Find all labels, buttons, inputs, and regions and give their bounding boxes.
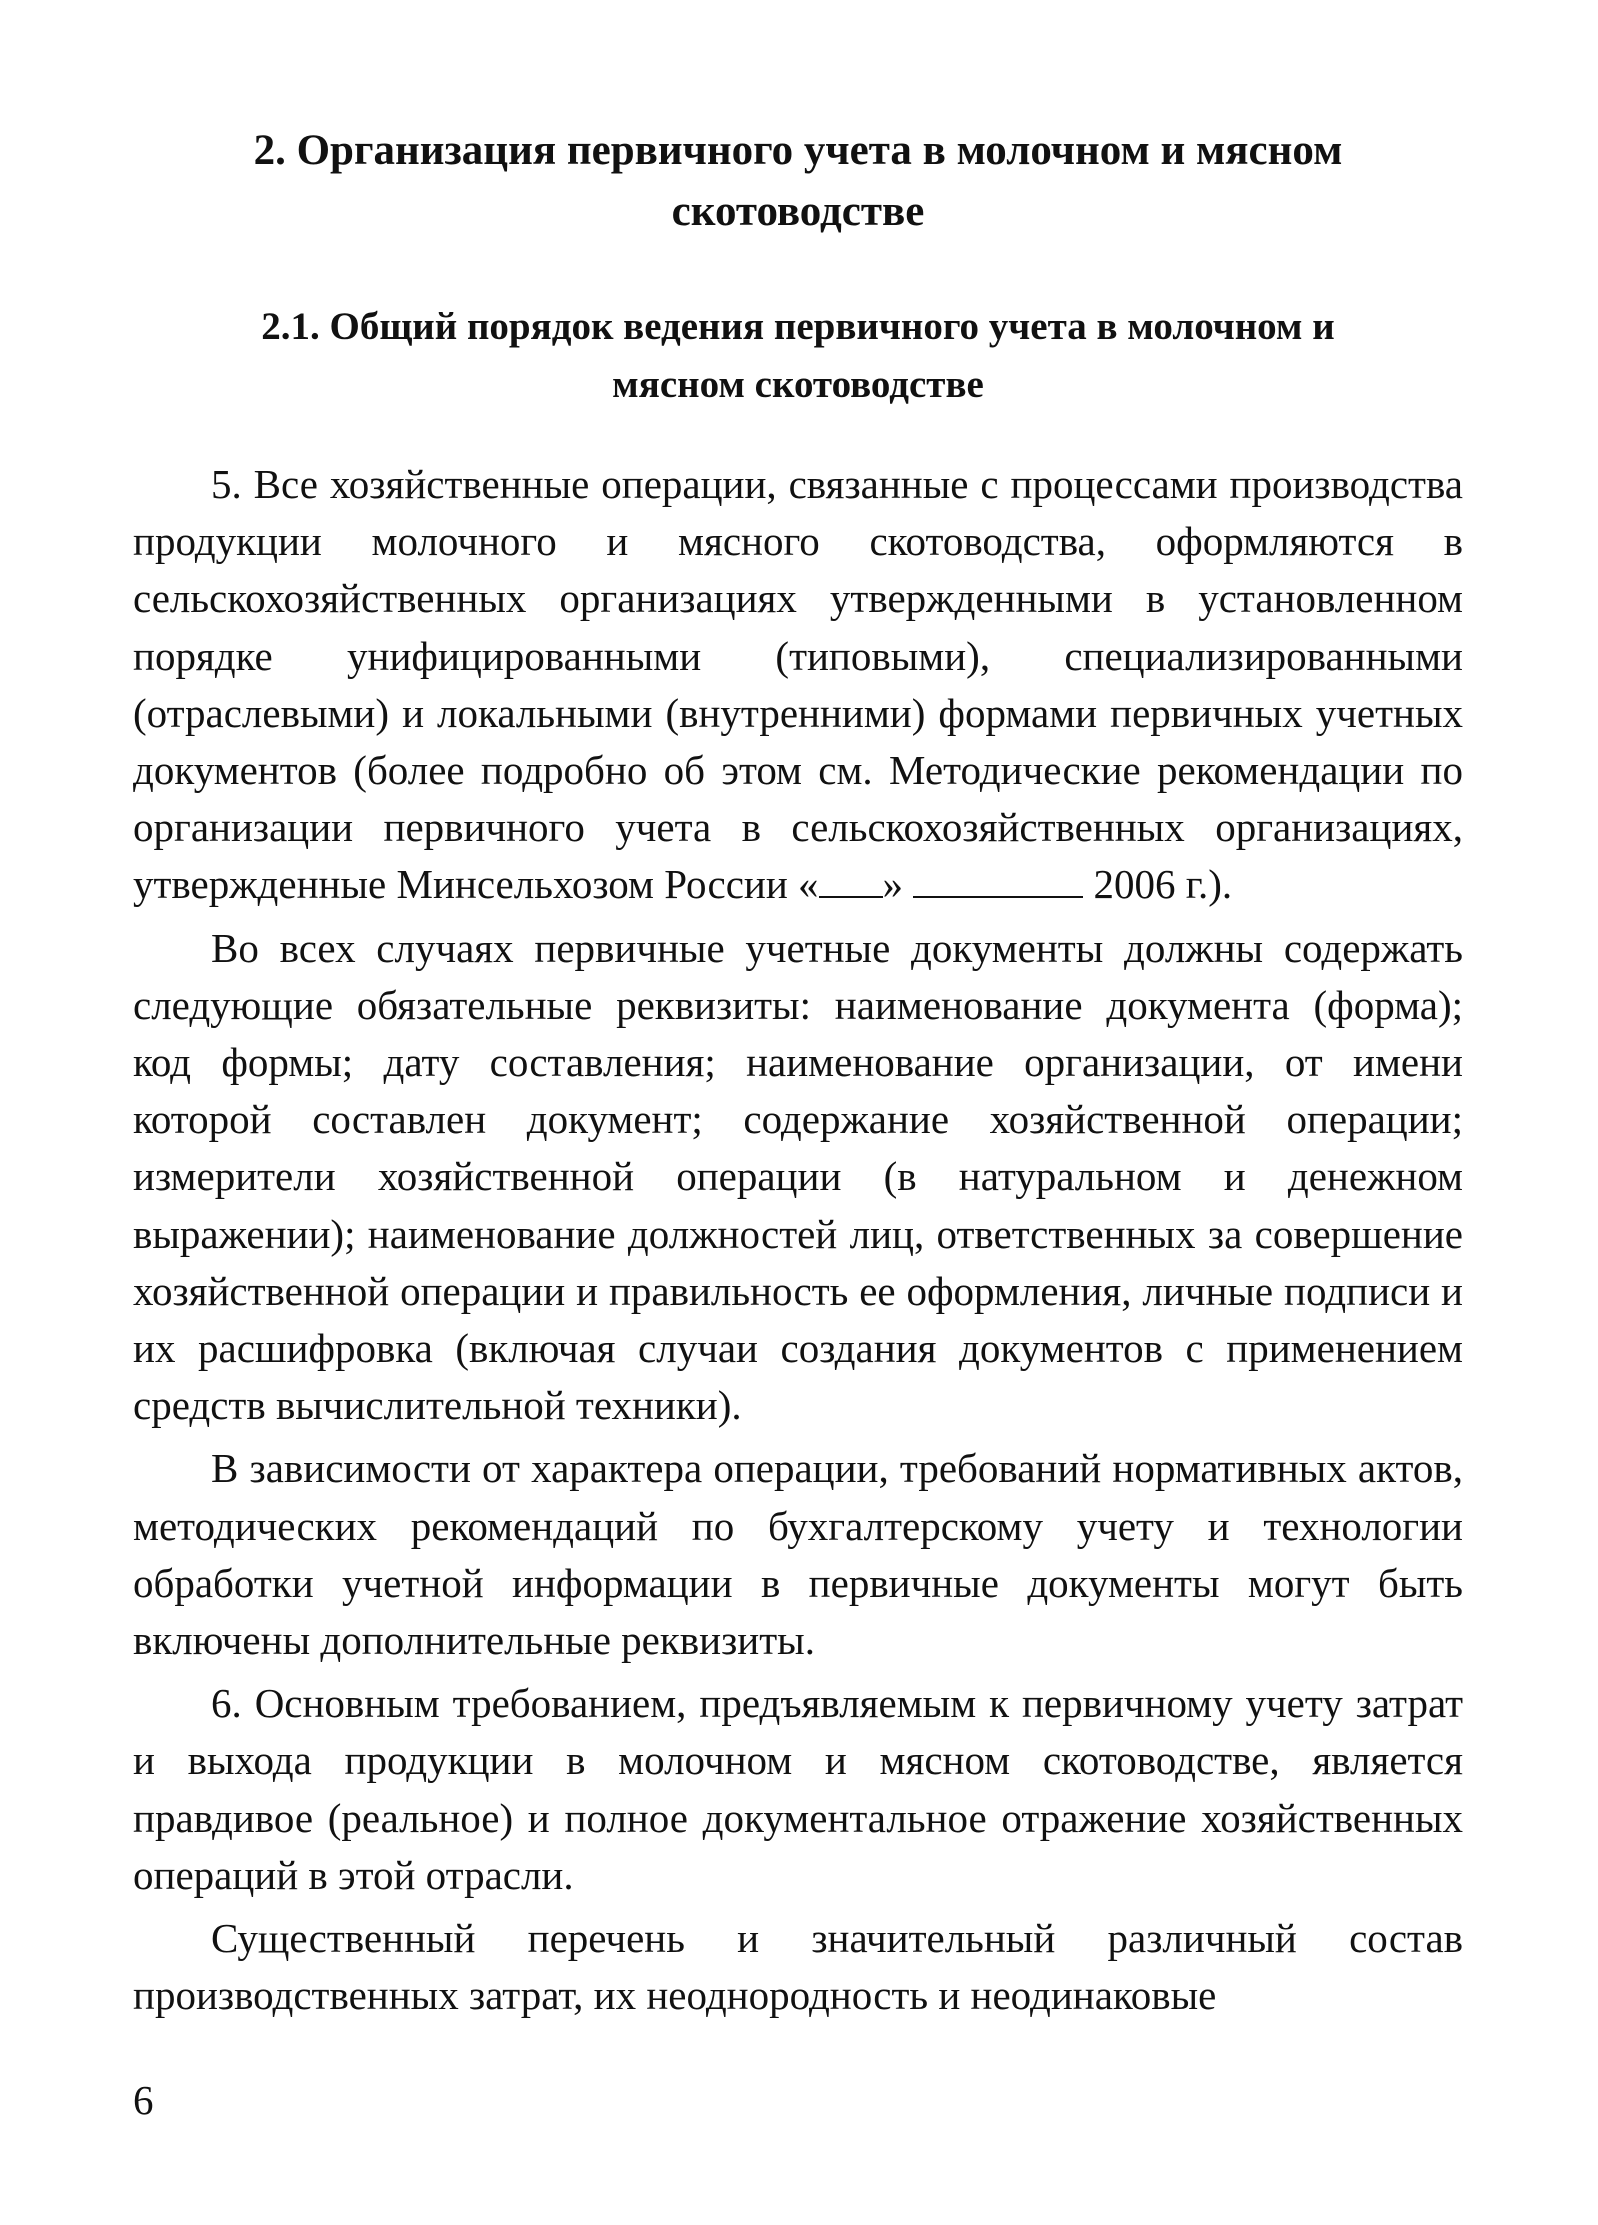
date-day-blank xyxy=(819,866,883,898)
paragraph-5 xyxy=(133,456,1463,914)
document-page xyxy=(133,120,1463,2030)
paragraph-5-year: 2006 г.). xyxy=(1093,861,1233,908)
paragraph-5-text: 5. Все хозяйственные операции, связанные с процессами производства продукции молочного и мясного скотоводства, оформляются в сельскохозяйственных организациях утвержденными в установленном порядке унифицированными (типовыми), специализированными (отраслевыми) и локальными (внутренними) формами первичных учетных документов (более подробно об этом см. Методические рекомендации по организации первичного учета в сельскохозяйственных организациях, утвержденные Минсельхозом России « xyxy=(133,461,1463,908)
paragraph-5-quote-close: » xyxy=(882,861,904,908)
date-month-blank xyxy=(913,866,1083,898)
section-title: 2. Организация первичного учета в молочном и мясном скотоводстве xyxy=(253,127,1343,235)
paragraph-costs: Существенный перечень и значительный различный состав производственных затрат, их неоднородность и неодинаковые xyxy=(133,1915,1463,2019)
paragraph-additional-requisites: В зависимости от характера операции, требований нормативных актов, методических рекомендаций по бухгалтерскому учету и технологии обработки учетной информации в первичные документы могут быть включены дополнительные реквизиты. xyxy=(133,1445,1463,1664)
subsection-title: 2.1. Общий порядок ведения первичного учета в молочном и мясном скотоводстве xyxy=(261,305,1335,406)
page-number: 6 xyxy=(133,2077,154,2123)
paragraph-6: 6. Основным требованием, предъявляемым к первичному учету затрат и выхода продукции в молочном и мясном скотоводстве, является правдивое (реальное) и полное документальное отражение хозяйственных операций в этой отрасли. xyxy=(133,1680,1463,1898)
paragraph-requisites: Во всех случаях первичные учетные документы должны содержать следующие обязательные реквизиты: наименование документа (форма); код формы; дату составления; наименование организации, от имени которой составлен документ; содержание хозяйственной операции; измерители хозяйственной операции (в натуральном и денежном выражении); наименование должностей лиц, ответственных за совершение хозяйственной операции и правильность ее оформления, личные подписи и их расшифровка (включая случаи создания документов с применением средств вычислительной техники). xyxy=(133,924,1463,1429)
